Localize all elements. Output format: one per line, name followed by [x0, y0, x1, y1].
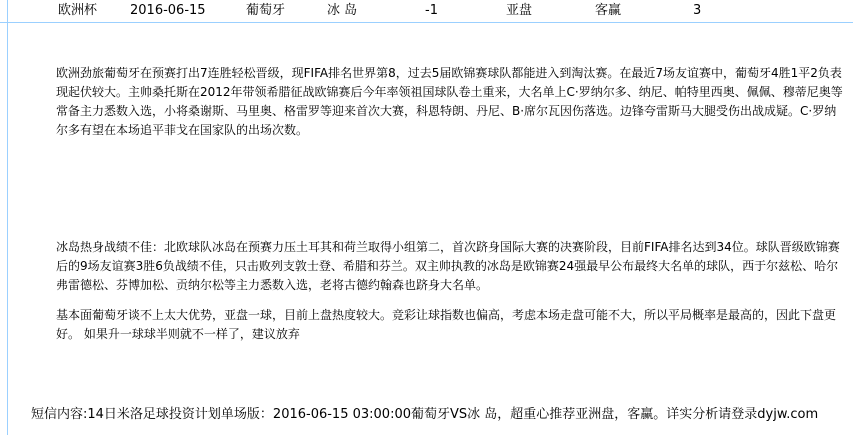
- league-cell: 欧洲杯: [58, 3, 98, 18]
- left-border-line: [7, 0, 8, 435]
- match-row: [0, 0, 853, 23]
- home-team-cell: 葡萄牙: [246, 3, 286, 18]
- away-team-cell: 冰 岛: [327, 3, 358, 18]
- iceland-analysis-paragraph: 冰岛热身战绩不佳：北欧球队冰岛在预赛力压土耳其和荷兰取得小组第二，首次跻身国际大赛的决赛阶段，目前FIFA排名达到34位。球队晋级欧锦赛后的9场友谊赛3胜6负战绩不佳，只击败列支敦士登、希腊和芬兰。双主帅执教的冰岛是欧锦赛24强最早公布最终大名单的球队，西于尔兹松、哈尔弗雷德松、芬博加松、贡纳尔松等主力悉数入选，老将古德约翰森也跻身大名单。: [56, 240, 840, 292]
- rating-cell: 3: [693, 3, 702, 18]
- date-cell: 2016-06-15: [130, 3, 206, 18]
- pick-cell: 客赢: [595, 3, 622, 18]
- recommendation-paragraph: 基本面葡萄牙谈不上太大优势，亚盘一球，目前上盘热度较大。竞彩让球指数也偏高，考虑本场走盘可能不大，所以平局概率是最高的，因此下盘更好。 如果升一球球半则就不一样了，建议放弃: [56, 308, 837, 341]
- portugal-analysis-paragraph: 欧洲劲旅葡萄牙在预赛打出7连胜轻松晋级，现FIFA排名世界第8，过去5届欧锦赛球队都能进入到淘汰赛。在最近7场友谊赛中，葡萄牙4胜1平2负表现起伏较大。主帅桑托斯在2012年带领希腊征战欧锦赛后今年率领祖国球队卷土重来，大名单上C·罗纳尔多、纳尼、帕特里西奥、佩佩、穆蒂尼奥等常备主力悉数入选，小将桑谢斯、马里奥、格雷罗等迎来首次大赛，科恩特朗、丹尼、B·席尔瓦因伤落选。边锋夸雷斯马大腿受伤出战成疑。C·罗纳尔多有望在本场追平菲戈在国家队的出场次数。: [56, 66, 843, 137]
- sms-content-footer: 短信内容:14日米洛足球投资计划单场版：2016-06-15 03:00:00葡萄牙VS冰 岛，超重心推荐亚洲盘，客赢。详实分析请登录dyjw.com: [31, 407, 819, 422]
- handicap-cell: -1: [425, 3, 438, 18]
- market-cell: 亚盘: [506, 3, 533, 18]
